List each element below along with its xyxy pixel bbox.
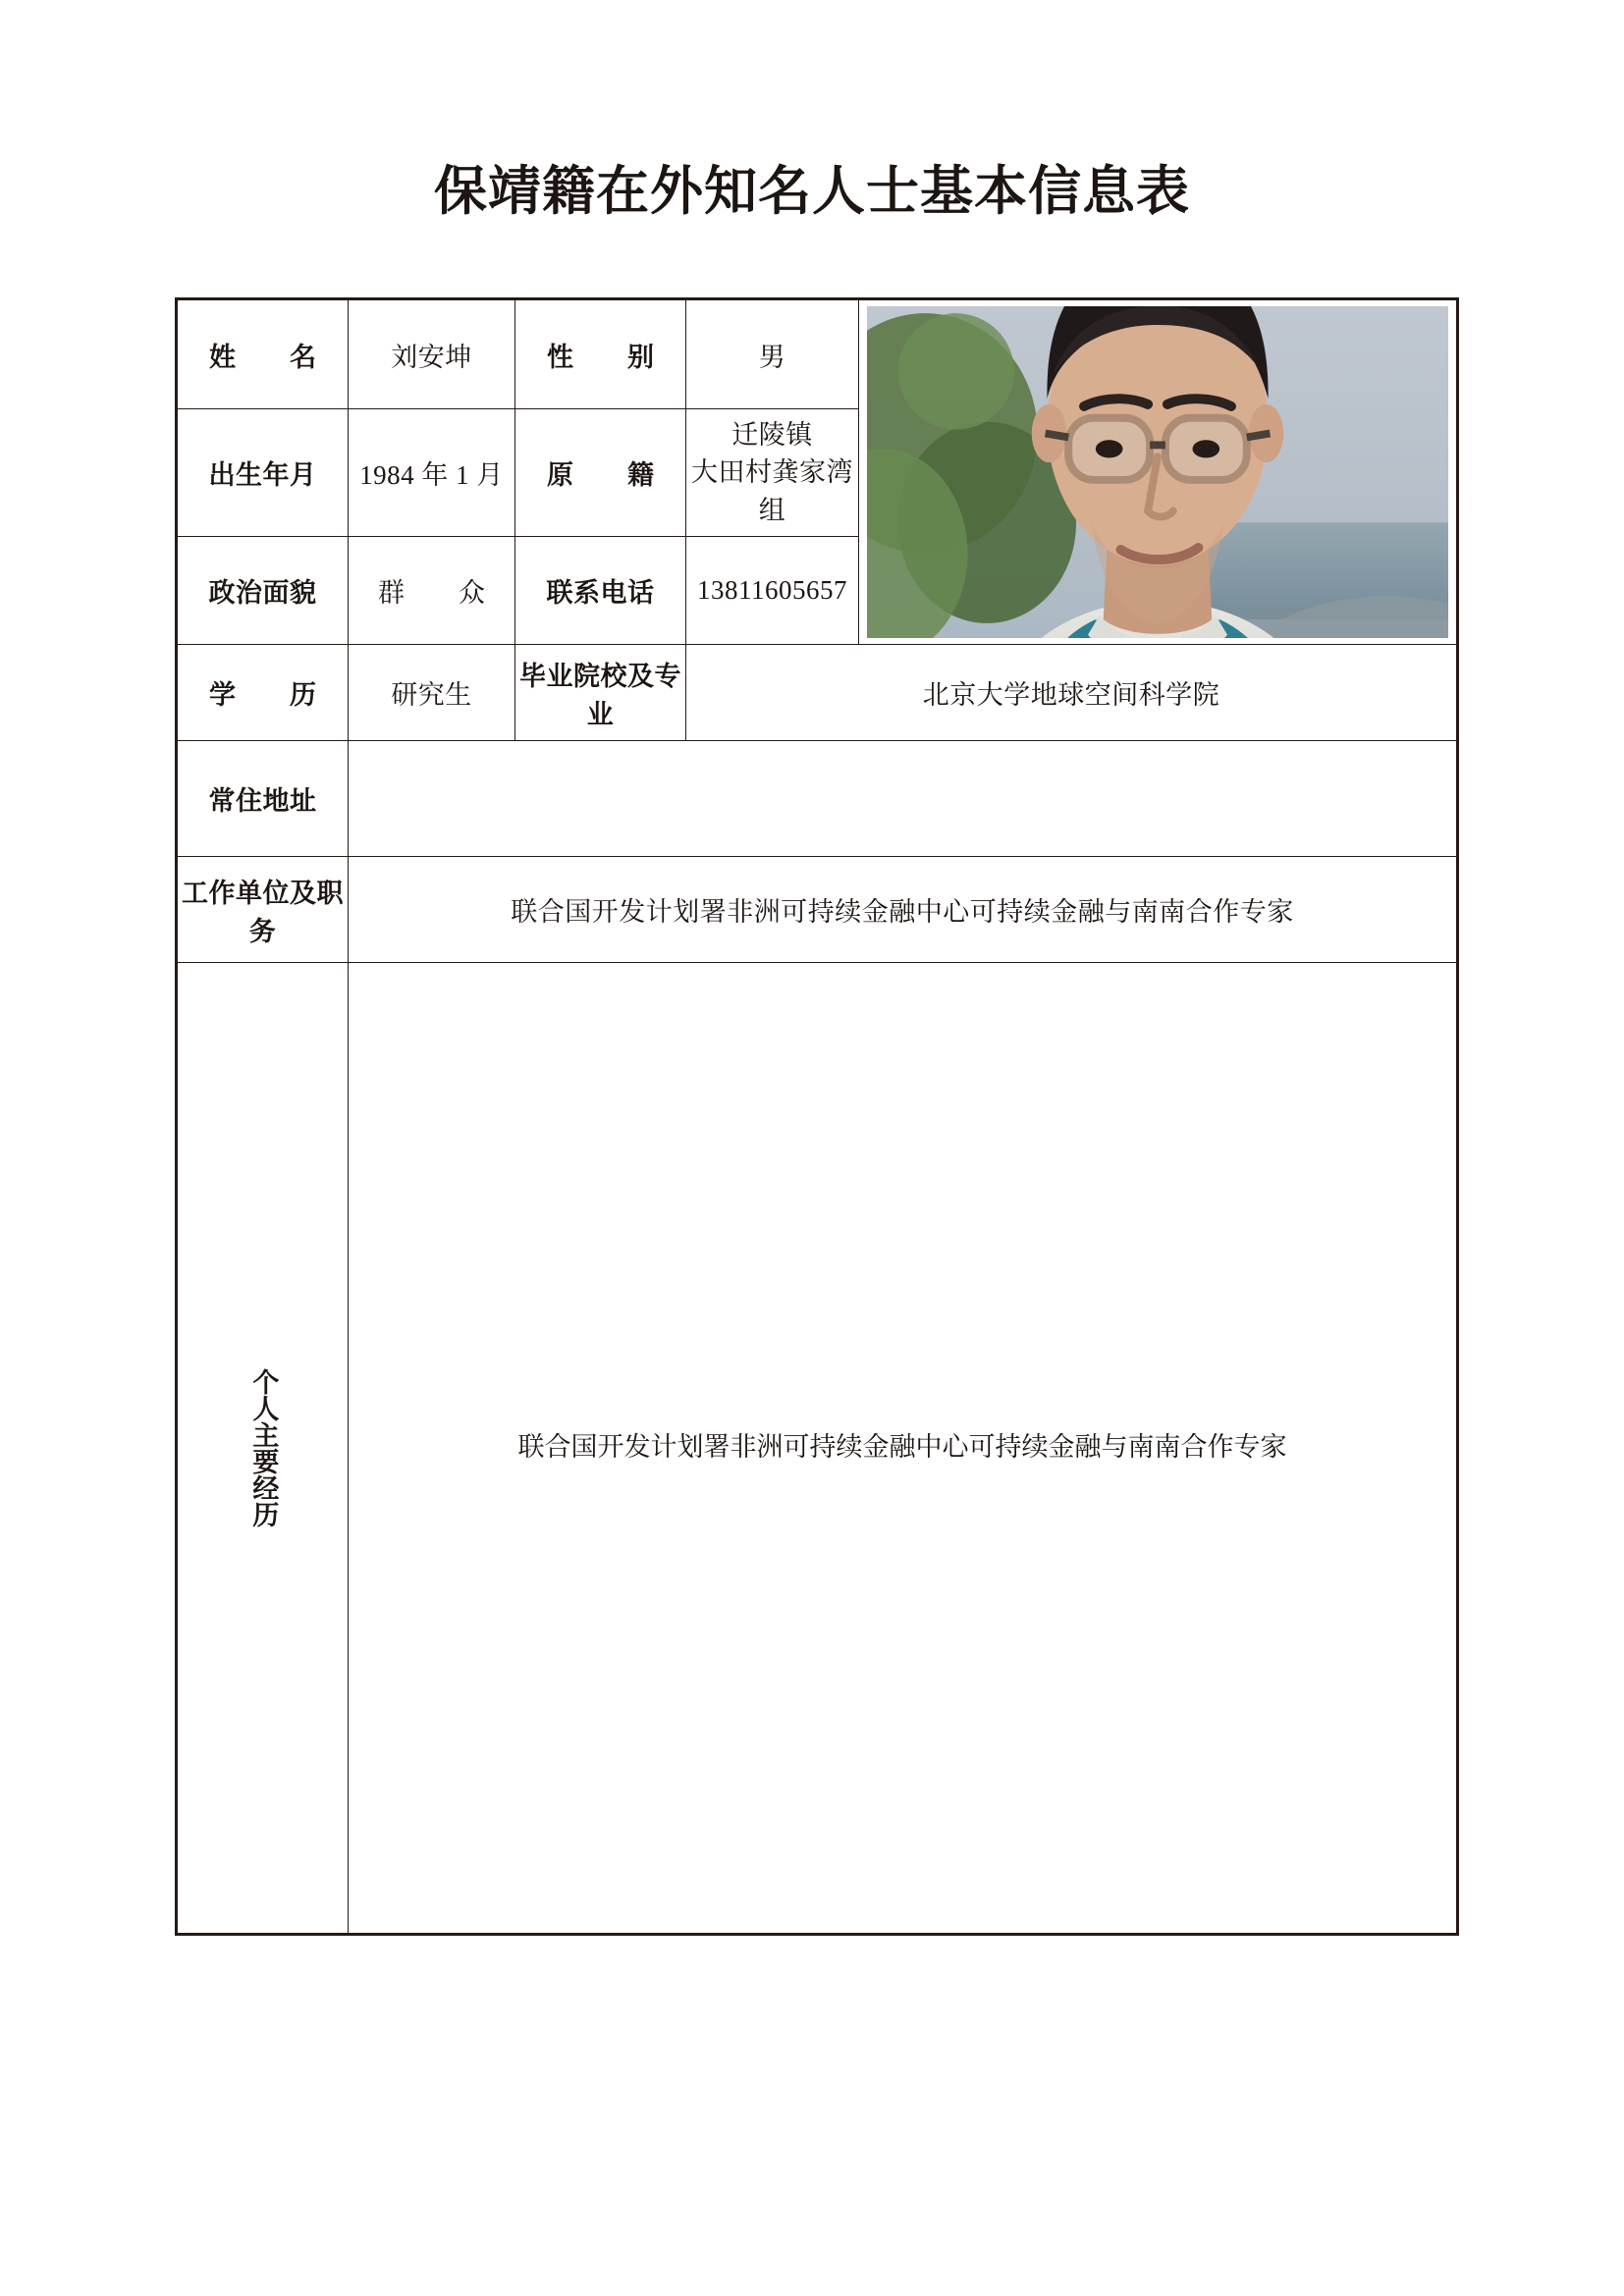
label-work-unit-position: 工作单位及职务	[177, 857, 349, 963]
label-name: 姓 名	[177, 299, 349, 409]
table-row-name	[177, 299, 1458, 409]
table-row-address	[177, 741, 1458, 857]
label-birth-date: 出生年月	[177, 409, 349, 537]
avatar	[867, 306, 1448, 638]
label-school-major: 毕业院校及专业	[515, 645, 686, 741]
value-residence-address[interactable]	[349, 741, 1458, 857]
label-residence-address: 常住地址	[177, 741, 349, 857]
value-gender[interactable]: 男	[686, 299, 859, 409]
photo-cell	[859, 299, 1458, 645]
origin-line-2: 大田村龚家湾组	[691, 457, 853, 525]
personal-info-table	[175, 297, 1459, 1936]
value-political-status[interactable]: 群 众	[349, 537, 515, 645]
value-birth-date[interactable]: 1984 年 1 月	[349, 409, 515, 537]
label-education: 学 历	[177, 645, 349, 741]
value-education[interactable]: 研究生	[349, 645, 515, 741]
value-school-major[interactable]: 北京大学地球空间科学院	[686, 645, 1458, 741]
value-origin[interactable]	[686, 409, 859, 537]
label-political-status: 政治面貌	[177, 537, 349, 645]
origin-line-1: 迁陵镇	[731, 420, 813, 451]
table-row-work-unit	[177, 857, 1458, 963]
value-name[interactable]: 刘安坤	[349, 299, 515, 409]
label-origin: 原 籍	[515, 409, 686, 537]
personal-experience-text: 联合国开发计划署非洲可持续金融中心可持续金融与南南合作专家	[517, 1432, 1287, 1463]
value-personal-experience[interactable]	[349, 963, 1458, 1935]
table-row-experience	[177, 963, 1458, 1935]
label-personal-experience-text: 个人主要经历	[248, 1368, 279, 1527]
label-personal-experience	[177, 963, 349, 1935]
value-work-unit-position[interactable]: 联合国开发计划署非洲可持续金融中心可持续金融与南南合作专家	[349, 857, 1458, 963]
value-phone[interactable]: 13811605657	[686, 537, 859, 645]
label-gender: 性 别	[515, 299, 686, 409]
label-phone: 联系电话	[515, 537, 686, 645]
table-row-education	[177, 645, 1458, 741]
page-title: 保靖籍在外知名人士基本信息表	[434, 162, 1190, 221]
portrait-photo-icon	[867, 306, 1448, 638]
